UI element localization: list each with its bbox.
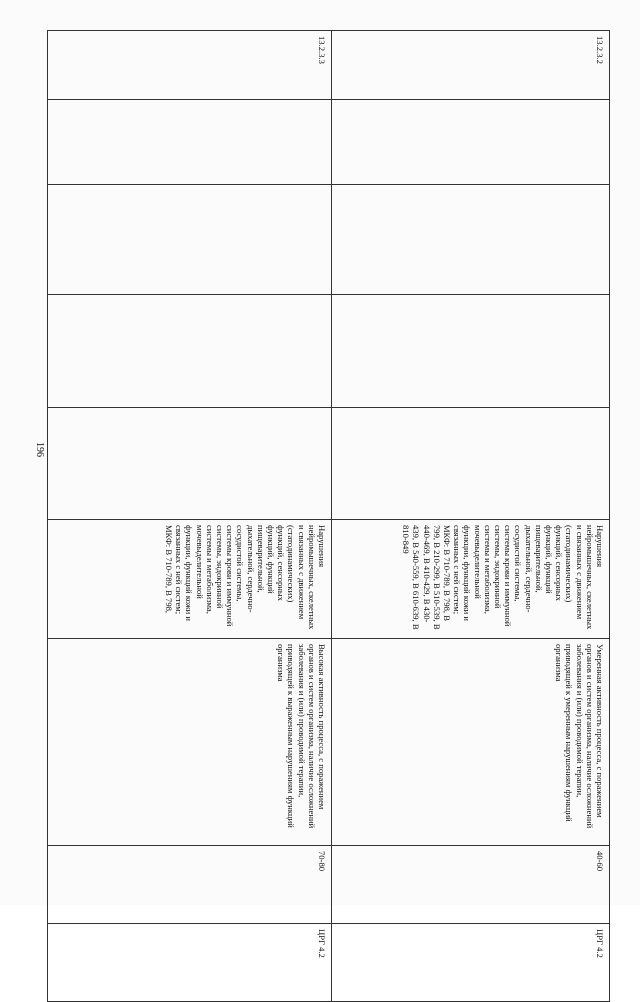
rotated-table-anchor	[48, 30, 605, 958]
disorder-cell	[332, 520, 610, 639]
table-row	[332, 31, 610, 1002]
empty-cell	[48, 295, 332, 408]
empty-cell	[332, 185, 610, 295]
classification-table	[47, 30, 610, 1002]
reference-cell	[48, 924, 332, 1002]
row-code: 13.2.3.2	[595, 36, 605, 64]
table-row	[48, 31, 332, 1002]
description-text: Высокая активность процесса, с поражением органов и систем организма, наличие осложнений заболевания и (или) проводимой терапии, приводящей к выраженным нарушениям функций организма	[276, 644, 327, 829]
description-text: Умеренная активность процесса, с поражением органов и систем организма, наличие осложнений заболевания и (или) проводимой терапии, приводящей к умеренным нарушениям функций организма	[554, 644, 605, 829]
description-cell	[48, 639, 332, 846]
rotated-table	[48, 30, 610, 958]
reference-code: ЦРГ 4.2	[595, 929, 605, 958]
disorder-text: Нарушения нейромышечных, скелетных и связанных с движением (статодинамических) функций, сенсорных функций, функций пищеварительной, дыхательной, сердечно-сосудистой системы, системы крови и иммунной системы, эндокринной системы и метаболизма, мочевыделительной функции, функций кожи и связанных с ней систем; МКФ: В 710-789, В 798, В 799, В 210-299, В 510-539, В 440-469, В 410-429, В 430-439, В 540-559, В 610-639, В 810-849	[401, 525, 605, 630]
empty-cell	[48, 408, 332, 520]
percent-range: 40-60	[595, 851, 605, 872]
percent-cell	[332, 846, 610, 924]
page-number: 196	[34, 442, 45, 457]
empty-cell	[332, 100, 610, 185]
reference-cell	[332, 924, 610, 1002]
description-cell	[332, 639, 610, 846]
percent-range: 70-80	[317, 851, 327, 872]
empty-cell	[48, 185, 332, 295]
disorder-text: Нарушения нейромышечных, скелетных и связанных с движением (статодинамических) функций, сенсорных функций, функций пищеварительной, дыхательной, сердечно-сосудистой системы, системы крови и иммунной системы, эндокринной системы и метаболизма, мочевыделительной функции, функций кожи и связанных с ней систем; МКФ: В 710-789, В 798,	[163, 525, 327, 630]
percent-cell	[48, 846, 332, 924]
empty-cell	[48, 100, 332, 185]
row-code-cell	[48, 31, 332, 100]
row-code: 13.2.3.3	[317, 36, 327, 64]
empty-cell	[332, 295, 610, 408]
empty-cell	[332, 408, 610, 520]
reference-code: ЦРГ 4.2	[317, 929, 327, 958]
row-code-cell	[332, 31, 610, 100]
disorder-cell	[48, 520, 332, 639]
